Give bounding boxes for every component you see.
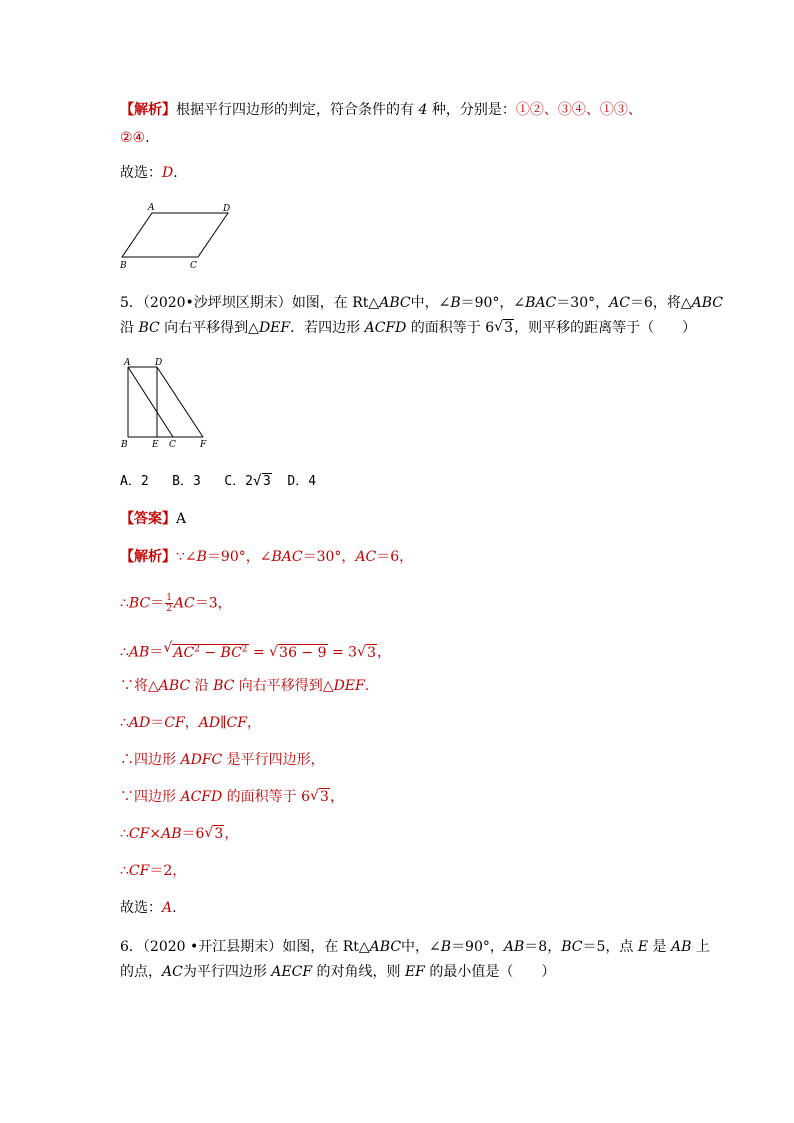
q6-stem-line-1: 6．（2020 •开江县期末）如图，在 Rt△ABC中，∠B＝90°，AB＝8，BC＝5，点 E 是 AB 上 bbox=[120, 939, 710, 955]
choice-b: B．3 bbox=[172, 474, 201, 489]
q5-analysis-step-8: ∴CF×AB＝6√ 3， bbox=[120, 824, 238, 844]
q5-analysis-step-3: ∴AB＝√ $AC^2 - BC^2$ = √ 36 − 9 = 3√ 3， bbox=[120, 639, 391, 663]
choice-c: C．2√ 3 bbox=[224, 474, 271, 489]
q4-analysis-line-2: ②④. bbox=[120, 130, 150, 146]
q5-analysis-step-2: ∴BC＝ $\frac{1}{2}$ AC＝3， bbox=[120, 593, 232, 614]
q5-answer-label: 【答案】 bbox=[120, 511, 176, 527]
segment-df bbox=[157, 367, 203, 437]
label-a: A bbox=[124, 358, 131, 368]
q6-stem-line-2: 的点，AC为平行四边形 AECF 的对角线，则 EF 的最小值是（ ） bbox=[120, 964, 556, 980]
label-c: C bbox=[169, 440, 176, 450]
q4-options: ①②、③④、①③、 bbox=[515, 102, 642, 118]
q5-stem-line-1: 5．（2020•沙坪坝区期末）如图，在 Rt△ABC中，∠B＝90°，∠BAC＝30°，AC＝6，将△ABC bbox=[120, 295, 723, 311]
q5-analysis-step-6: ∴四边形 ADFC 是平行四边形， bbox=[120, 752, 325, 768]
q5-translation-figure bbox=[114, 355, 214, 451]
parallelogram-abcd bbox=[122, 213, 228, 257]
q5-answer-line bbox=[120, 509, 186, 529]
segment-ac bbox=[128, 367, 173, 437]
q4-parallelogram-figure bbox=[116, 200, 236, 272]
q5-answer: A bbox=[176, 511, 187, 527]
label-d: D bbox=[223, 204, 231, 214]
q5-stem-line-2: 沿 BC 向右平移得到△DEF．若四边形 ACFD 的面积等于 6√ 3，则平移的距离等于（ ） bbox=[120, 318, 696, 338]
q5-analysis-step-7: ∵四边形 ACFD 的面积等于 6√ 3， bbox=[120, 787, 344, 807]
q4-analysis-label: 【解析】 bbox=[120, 102, 176, 118]
q5-source: （2020•沙坪坝区期末） bbox=[142, 295, 292, 311]
label-c: C bbox=[190, 261, 197, 271]
q5-number: 5． bbox=[120, 295, 143, 311]
q5-analysis-step-1: 【解析】∵∠B＝90°，∠BAC＝30°，AC＝6， bbox=[120, 549, 414, 565]
label-a: A bbox=[148, 203, 155, 213]
label-d: D bbox=[155, 358, 163, 368]
q5-choices bbox=[120, 472, 316, 492]
q5-choose-line: 故选：A. bbox=[120, 900, 177, 916]
q6-source: （2020 •开江县期末） bbox=[142, 939, 283, 955]
q5-analysis-step-5: ∴AD＝CF，AD∥CF， bbox=[120, 715, 261, 731]
label-b: B bbox=[120, 261, 127, 271]
label-e: E bbox=[152, 440, 159, 450]
label-b: B bbox=[121, 440, 128, 450]
label-f: F bbox=[200, 440, 207, 450]
choice-a: A．2 bbox=[120, 474, 149, 489]
q5-analysis-step-4: ∵将△ABC 沿 BC 向右平移得到△DEF. bbox=[120, 678, 370, 694]
q6-number: 6． bbox=[120, 939, 143, 955]
q5-analysis-step-9: ∴CF＝2， bbox=[120, 863, 187, 879]
choice-d: D．4 bbox=[287, 474, 317, 489]
q4-analysis-line-1: 【解析】根据平行四边形的判定，符合条件的有 4 种，分别是：①②、③④、①③、 bbox=[120, 102, 642, 118]
q4-answer-line: 故选：D. bbox=[120, 165, 178, 181]
